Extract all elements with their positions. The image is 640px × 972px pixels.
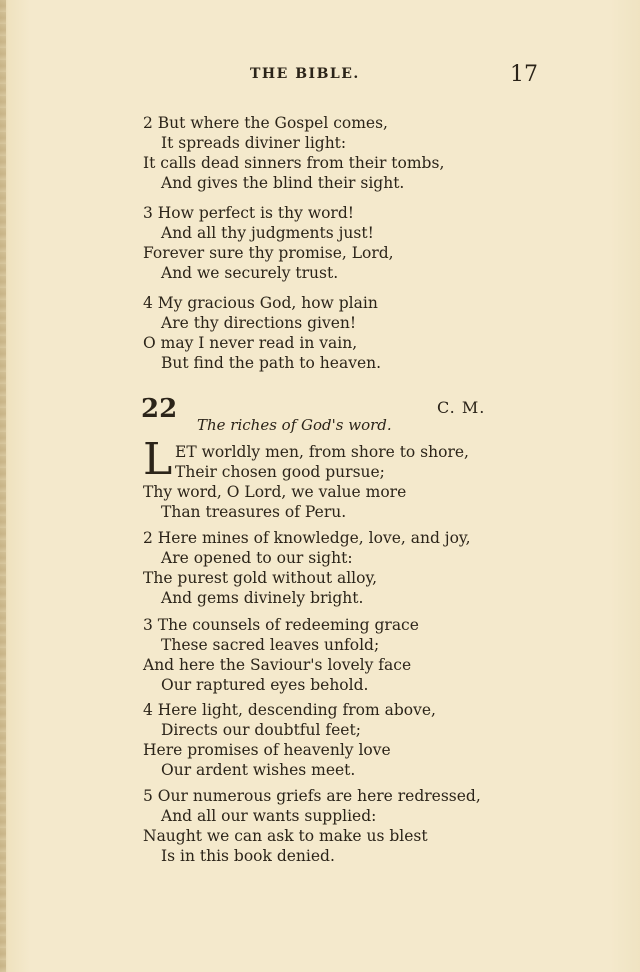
running-head: THE BIBLE. (250, 66, 360, 82)
verse-line: The purest gold without alloy, (143, 569, 378, 587)
verse-line: It spreads diviner light: (161, 134, 347, 152)
verse-line: Is in this book denied. (161, 847, 335, 865)
verse-line: Our raptured eyes behold. (161, 676, 369, 694)
stanza-3-previous (0, 203, 640, 283)
verse-line: And gives the blind their sight. (161, 174, 405, 192)
verse-line: 3 The counsels of redeeming grace (143, 616, 419, 634)
page-header (0, 62, 640, 90)
verse-line: 4 My gracious God, how plain (143, 294, 378, 312)
verse-line: Our ardent wishes meet. (161, 761, 356, 779)
verse-line: These sacred leaves unfold; (161, 636, 380, 654)
verse-line: Here promises of heavenly love (143, 741, 391, 759)
verse-line: And all our wants supplied: (161, 807, 377, 825)
verse-line: Forever sure thy promise, Lord, (143, 244, 394, 262)
verse-line: Directs our doubtful feet; (161, 721, 361, 739)
verse-line: Are opened to our sight: (161, 549, 353, 567)
verse-line: But find the path to heaven. (161, 354, 382, 372)
stanza-1 (0, 434, 640, 522)
stanza-2 (0, 528, 640, 608)
stanza-3 (0, 615, 640, 695)
hymn-subtitle: The riches of God's word. (197, 416, 392, 434)
verse-line: It calls dead sinners from their tombs, (143, 154, 445, 172)
verse-line: 3 How perfect is thy word! (143, 204, 354, 222)
verse-line: 2 Here mines of knowledge, love, and joy, (143, 529, 471, 547)
verse-line: And here the Saviour's lovely face (143, 656, 412, 674)
stanza-5 (0, 786, 640, 866)
verse-line: 5 Our numerous griefs are here redressed, (143, 787, 481, 805)
verse-line: O may I never read in vain, (143, 334, 358, 352)
verse-line: Are thy directions given! (161, 314, 357, 332)
page-number: 17 (510, 62, 538, 87)
stanza-4-previous (0, 293, 640, 373)
verse-line: And all thy judgments just! (161, 224, 374, 242)
hymn-meter: C. M. (437, 398, 486, 417)
verse-line: Than treasures of Peru. (161, 503, 347, 521)
stanza-2-previous (0, 113, 640, 193)
verse-line: And we securely trust. (161, 264, 339, 282)
stanza-4 (0, 700, 640, 780)
verse-line: 4 Here light, descending from above, (143, 701, 436, 719)
verse-line: And gems divinely bright. (161, 589, 364, 607)
verse-line: ET worldly men, from shore to shore, (175, 443, 469, 461)
verse-line: Naught we can ask to make us blest (143, 827, 428, 845)
hymn-number: 22 (141, 394, 178, 424)
verse-line: Thy word, O Lord, we value more (143, 483, 407, 501)
verse-line: 2 But where the Gospel comes, (143, 114, 388, 132)
verse-line: Their chosen good pursue; (175, 463, 385, 481)
drop-cap: L (143, 434, 173, 485)
